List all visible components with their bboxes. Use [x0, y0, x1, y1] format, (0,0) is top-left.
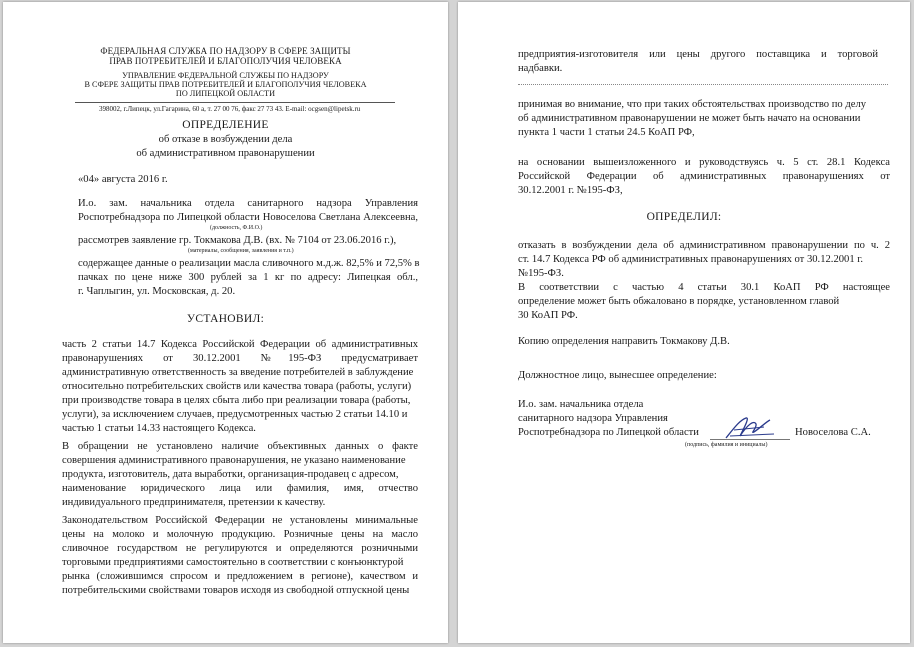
agency-name-line2: ПРАВ ПОТРЕБИТЕЛЕЙ И БЛАГОПОЛУЧИЯ ЧЕЛОВЕКА: [109, 56, 342, 66]
document-date: «04» августа 2016 г.: [78, 174, 168, 185]
refuse-line-1: отказать в возбуждении дела об административном правонарушении по ч. 2: [518, 240, 890, 251]
body-line: часть 2 статьи 14.7 Кодекса Российской Федерации об административных: [62, 339, 418, 350]
address-line: 398002, г.Липецк, ул.Гагарина, 60 а, т. 27 00 76, факс 27 73 43. E-mail: ocgsen@lipetsk.ru: [99, 105, 361, 113]
official-label: Должностное лицо, вынесшее определение:: [518, 370, 717, 381]
body-line: продукта, изготовитель, дата выработки, организация-продавец с адресом,: [62, 469, 399, 480]
body-line: услуги), за исключением случаев, предусмотренных частью 2 статьи 14.10 и: [62, 409, 408, 420]
refuse-line-2: ст. 14.7 Кодекса РФ об административных правонарушениях от 30.12.2001 г.: [518, 254, 864, 265]
body-line: торговыми предприятиями самостоятельно в соответствии с конъюнктурой: [62, 557, 404, 568]
department-line3: ПО ЛИПЕЦКОЙ ОБЛАСТИ: [175, 89, 276, 98]
body-line: потребительскими свойствами товаров исходя из свободной отпускной цены: [62, 585, 410, 596]
continuation-line-1: предприятия-изготовителя или цены другого поставщика и торговой: [518, 49, 878, 60]
refuse-line-3: №195-ФЗ.: [518, 268, 564, 279]
appeal-line-3: 30 КоАП РФ.: [518, 310, 578, 321]
content-line-2: пачках по цене ниже 300 рублей за 1 кг по адресу: Липецкая обл.,: [78, 272, 418, 283]
document-subtitle-1: об отказе в возбуждении дела: [158, 134, 293, 145]
official-line-2: Роспотребнадзора по Липецкой области Новоселова Светлана Алексеевна,: [78, 212, 418, 223]
department-line2: В СФЕРЕ ЗАЩИТЫ ПРАВ ПОТРЕБИТЕЛЕЙ И БЛАГОПОЛУЧИЯ ЧЕЛОВЕКА: [84, 80, 367, 89]
content-line-3: г. Чаплыгин, ул. Московская, д. 20.: [78, 286, 236, 297]
body-line: сливочное государством не регулируются и определяются розничными: [62, 543, 418, 554]
department-line1: УПРАВЛЕНИЕ ФЕДЕРАЛЬНОЙ СЛУЖБЫ ПО НАДЗОРУ: [122, 71, 329, 80]
document-page-right: [458, 2, 910, 643]
continuation-line-2: надбавки.: [518, 63, 563, 74]
basis-line-2: Российской Федерации об административных правонарушениях от: [518, 171, 890, 182]
official-line-1: И.о. зам. начальника отдела санитарного надзора Управления: [78, 198, 418, 209]
section-divider: [518, 84, 888, 85]
considering-line-2: об административном правонарушении не может быть начато на основании: [518, 113, 861, 124]
header-divider: [75, 102, 395, 103]
signatory-line-2: санитарного надзора Управления: [518, 413, 668, 424]
considering-line-1: принимая во внимание, что при таких обстоятельствах производство по делу: [518, 99, 867, 110]
document-page-left: [3, 2, 448, 643]
agency-name-line1: ФЕДЕРАЛЬНАЯ СЛУЖБА ПО НАДЗОРУ В СФЕРЕ ЗАЩИТЫ: [100, 46, 351, 56]
body-line: частью 1 статьи 14.33 настоящего Кодекса.: [62, 423, 256, 434]
body-line: административную ответственность за введение потребителей в заблуждение: [62, 367, 414, 378]
materials-caption: (материалы, сообщения, заявления и т.п.): [188, 248, 294, 254]
decided-heading: ОПРЕДЕЛИЛ:: [646, 211, 722, 223]
document-subtitle-2: об административном правонарушении: [136, 148, 315, 159]
basis-line-3: 30.12.2001 г. №195-ФЗ,: [518, 185, 623, 196]
signatory-line-3: Роспотребнадзора по Липецкой области: [518, 427, 699, 438]
appeal-line-2: определение может быть обжаловано в порядке, установленном главой: [518, 296, 840, 307]
signature-caption: (подпись, фамилия и инициалы): [685, 442, 768, 448]
body-line: В обращении не установлено наличие объективных данных о факте: [62, 441, 418, 452]
official-caption: (должность, Ф.И.О.): [210, 225, 263, 231]
considering-line-3: пункта 1 части 1 статьи 24.5 КоАП РФ,: [518, 127, 695, 138]
signatory-line-1: И.о. зам. начальника отдела: [518, 399, 644, 410]
body-line: совершения административного правонарушения, не указано наименование: [62, 455, 406, 466]
body-line: индивидуального предпринимателя, претензии к качеству.: [62, 497, 326, 508]
appeal-line-1: В соответствии с частью 4 статьи 30.1 КоАП РФ настоящее: [518, 282, 890, 293]
body-line: правонарушениях от 30.12.2001 №195-ФЗ предусматривает: [62, 353, 418, 364]
body-line: цены на молоко и молочную продукцию. Розничные цены на масло: [62, 529, 418, 540]
established-heading: УСТАНОВИЛ:: [186, 313, 265, 325]
copy-line: Копию определения направить Токмакову Д.В.: [518, 336, 730, 347]
reviewed-line: рассмотрев заявление гр. Токмакова Д.В. (вх. № 7104 от 23.06.2016 г.),: [78, 235, 397, 246]
signature-line: [710, 439, 790, 440]
body-line: при производстве товара в целях сбыта либо при реализации товара (работы,: [62, 395, 411, 406]
content-line-1: содержащее данные о реализации масла сливочного м.д.ж. 82,5% и 72,5% в: [78, 258, 420, 269]
body-line: наименование юридического лица или фамилия, имя, отчество: [62, 483, 418, 494]
body-line: относительно потребительских свойств или качества товара (работы, услуги): [62, 381, 412, 392]
document-title: ОПРЕДЕЛЕНИЕ: [182, 119, 269, 131]
body-line: Законодательством Российской Федерации не установлены минимальные: [62, 515, 418, 526]
basis-line-1: на основании вышеизложенного и руководствуясь ч. 5 ст. 28.1 Кодекса: [518, 157, 890, 168]
body-line: рынка (сложившимся спросом и предложением в регионе), качеством и: [62, 571, 418, 582]
signatory-name: Новоселова С.А.: [795, 427, 871, 438]
